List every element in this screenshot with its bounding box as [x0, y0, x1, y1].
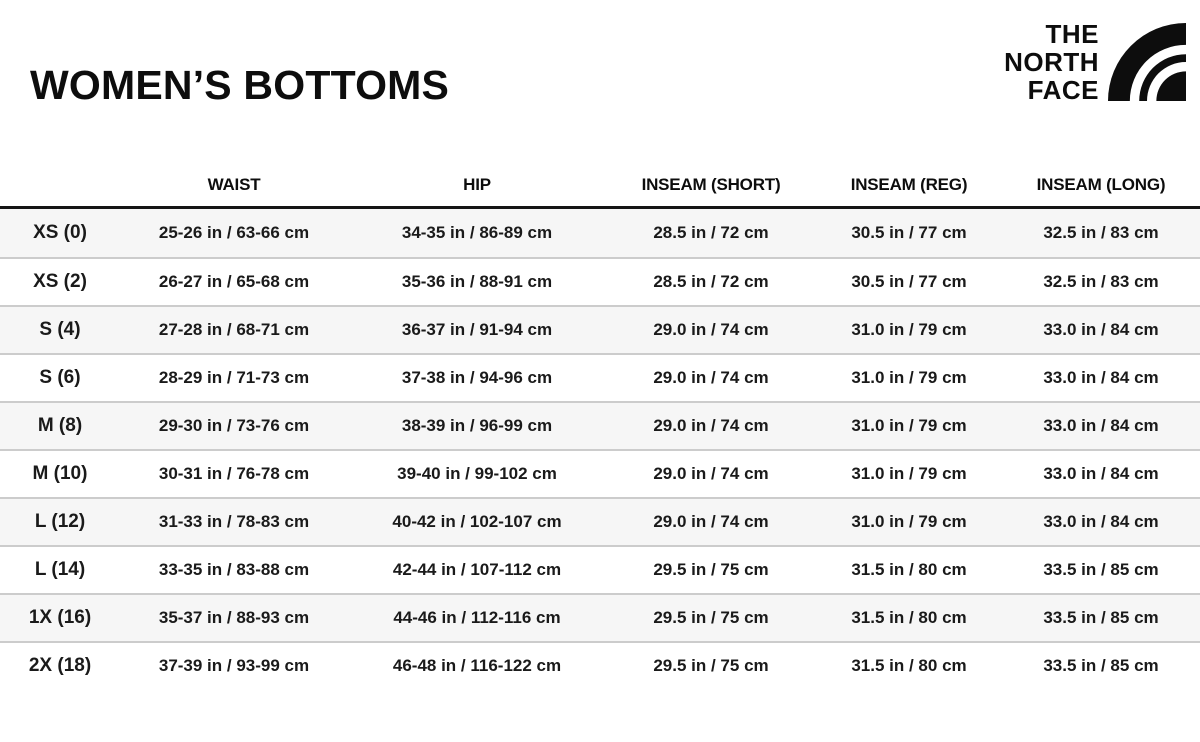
inseam-reg-cell: 31.0 in / 79 cm: [851, 368, 967, 387]
table-row: [0, 545, 1200, 593]
inseam-reg-cell: 31.0 in / 79 cm: [851, 512, 967, 531]
waist-cell: 30-31 in / 76-78 cm: [158, 464, 310, 483]
half-dome-icon: [1108, 20, 1186, 104]
waist-cell: 28-29 in / 71-73 cm: [158, 368, 310, 387]
header-inseam-short: INSEAM (SHORT): [641, 174, 781, 194]
inseam-short-cell: 28.5 in / 72 cm: [653, 223, 769, 242]
hip-cell: 37-38 in / 94-96 cm: [401, 368, 553, 387]
inseam-long-cell: 33.0 in / 84 cm: [1043, 368, 1159, 387]
waist-cell: 33-35 in / 83-88 cm: [158, 560, 310, 579]
inseam-reg-cell: 31.0 in / 79 cm: [851, 464, 967, 483]
logo-wordmark: [1004, 20, 1099, 104]
header-inseam-long: INSEAM (LONG): [1036, 174, 1166, 194]
hip-cell: 46-48 in / 116-122 cm: [392, 656, 562, 675]
hip-cell: 39-40 in / 99-102 cm: [397, 464, 557, 483]
table-row: [0, 641, 1200, 689]
inseam-reg-cell: 31.0 in / 79 cm: [851, 320, 967, 339]
table-row: [0, 209, 1200, 257]
inseam-short-cell: 29.0 in / 74 cm: [653, 512, 769, 531]
size-cell: S (6): [39, 367, 81, 388]
size-cell: 2X (18): [28, 655, 92, 676]
inseam-reg-cell: 31.0 in / 79 cm: [851, 416, 967, 435]
inseam-reg-cell: 30.5 in / 77 cm: [851, 272, 967, 291]
waist-cell: 25-26 in / 63-66 cm: [158, 223, 310, 242]
size-cell: XS (0): [33, 222, 87, 243]
inseam-long-cell: 32.5 in / 83 cm: [1043, 223, 1159, 242]
inseam-short-cell: 28.5 in / 72 cm: [653, 272, 769, 291]
inseam-long-cell: 33.5 in / 85 cm: [1043, 656, 1159, 675]
table-row: [0, 401, 1200, 449]
page-title: WOMEN’S BOTTOMS: [30, 62, 450, 108]
the-north-face-logo: [1004, 20, 1186, 104]
inseam-short-cell: 29.5 in / 75 cm: [653, 560, 769, 579]
waist-cell: 35-37 in / 88-93 cm: [158, 608, 310, 627]
inseam-reg-cell: 31.5 in / 80 cm: [851, 560, 967, 579]
hip-cell: 40-42 in / 102-107 cm: [392, 512, 562, 531]
inseam-reg-cell: 30.5 in / 77 cm: [851, 223, 967, 242]
size-cell: M (10): [32, 463, 88, 484]
hip-cell: 38-39 in / 96-99 cm: [401, 416, 553, 435]
inseam-long-cell: 33.0 in / 84 cm: [1043, 416, 1159, 435]
header-inseam-reg: INSEAM (REG): [850, 174, 968, 194]
inseam-long-cell: 32.5 in / 83 cm: [1043, 272, 1159, 291]
inseam-short-cell: 29.5 in / 75 cm: [653, 656, 769, 675]
header-waist: WAIST: [207, 174, 261, 194]
hip-cell: 35-36 in / 88-91 cm: [401, 272, 553, 291]
inseam-reg-cell: 31.5 in / 80 cm: [851, 656, 967, 675]
size-cell: S (4): [39, 319, 81, 340]
inseam-long-cell: 33.0 in / 84 cm: [1043, 512, 1159, 531]
logo-word-the: THE: [1045, 19, 1099, 49]
size-cell: XS (2): [33, 271, 87, 292]
inseam-short-cell: 29.0 in / 74 cm: [653, 464, 769, 483]
inseam-reg-cell: 31.5 in / 80 cm: [851, 608, 967, 627]
hip-cell: 42-44 in / 107-112 cm: [392, 560, 562, 579]
inseam-short-cell: 29.0 in / 74 cm: [653, 368, 769, 387]
waist-cell: 27-28 in / 68-71 cm: [158, 320, 310, 339]
waist-cell: 31-33 in / 78-83 cm: [158, 512, 310, 531]
size-table: [0, 163, 1200, 689]
inseam-long-cell: 33.0 in / 84 cm: [1043, 320, 1159, 339]
table-header-row: [0, 163, 1200, 209]
logo-word-north: NORTH: [1004, 47, 1099, 77]
hip-cell: 36-37 in / 91-94 cm: [401, 320, 553, 339]
waist-cell: 37-39 in / 93-99 cm: [158, 656, 310, 675]
waist-cell: 26-27 in / 65-68 cm: [158, 272, 310, 291]
table-row: [0, 497, 1200, 545]
size-cell: L (12): [34, 511, 86, 532]
inseam-short-cell: 29.0 in / 74 cm: [653, 416, 769, 435]
size-cell: M (8): [37, 415, 83, 436]
table-row: [0, 449, 1200, 497]
inseam-short-cell: 29.0 in / 74 cm: [653, 320, 769, 339]
waist-cell: 29-30 in / 73-76 cm: [158, 416, 310, 435]
size-cell: L (14): [34, 559, 86, 580]
table-row: [0, 257, 1200, 305]
inseam-long-cell: 33.0 in / 84 cm: [1043, 464, 1159, 483]
inseam-long-cell: 33.5 in / 85 cm: [1043, 608, 1159, 627]
table-row: [0, 593, 1200, 641]
logo-word-face: FACE: [1027, 75, 1099, 105]
header-hip: HIP: [463, 174, 491, 194]
inseam-short-cell: 29.5 in / 75 cm: [653, 608, 769, 627]
size-cell: 1X (16): [28, 607, 92, 628]
hip-cell: 34-35 in / 86-89 cm: [401, 223, 553, 242]
table-row: [0, 305, 1200, 353]
hip-cell: 44-46 in / 112-116 cm: [393, 608, 561, 627]
inseam-long-cell: 33.5 in / 85 cm: [1043, 560, 1159, 579]
table-row: [0, 353, 1200, 401]
